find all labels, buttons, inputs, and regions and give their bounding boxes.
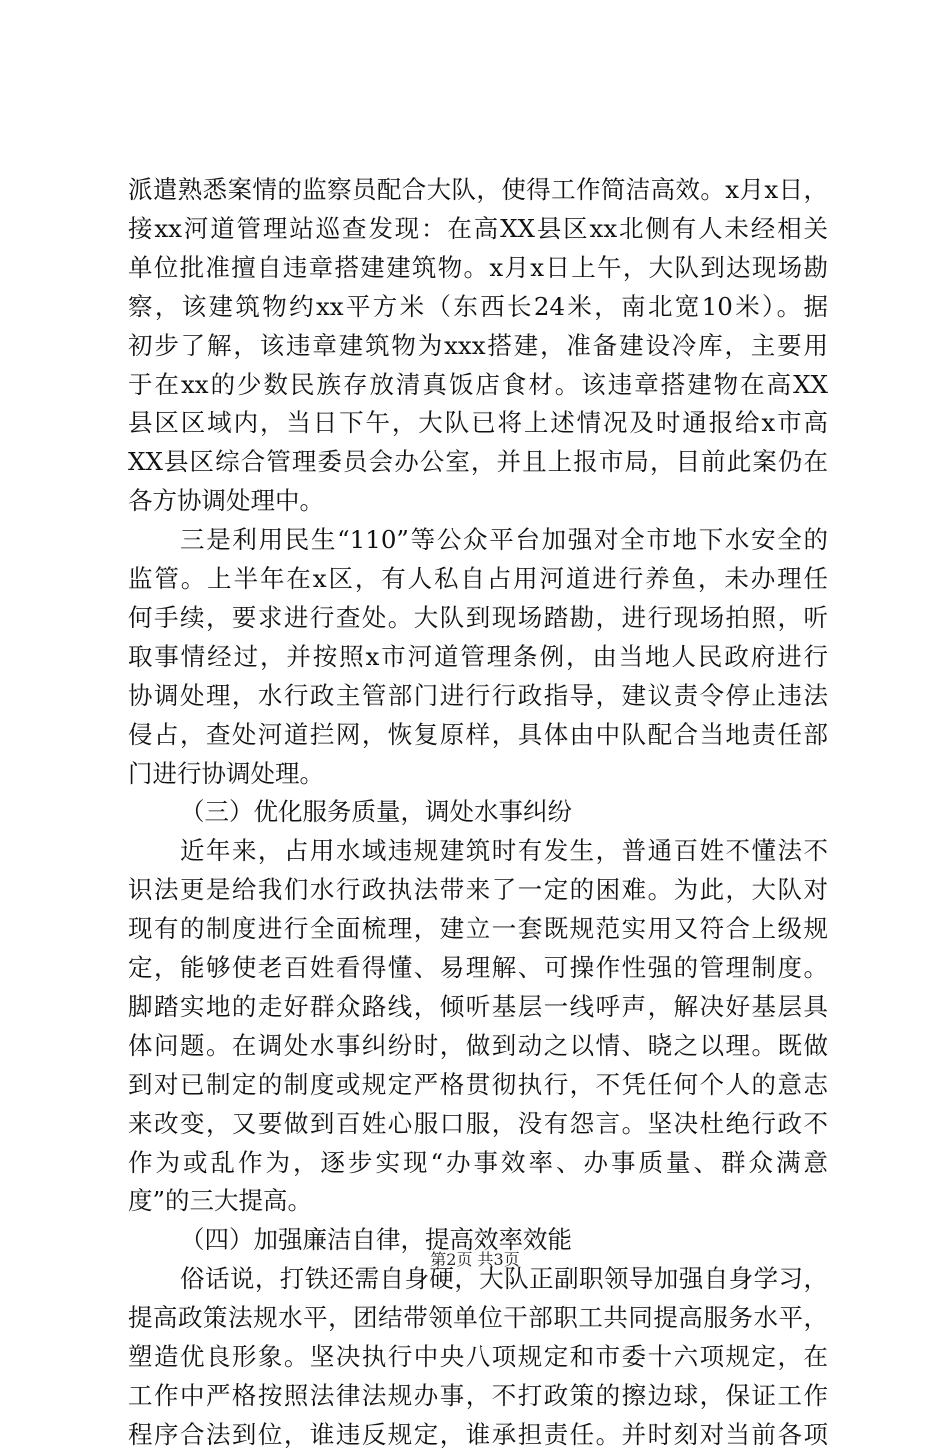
text-line: 到对已制定的制度或规定严格贯彻执行，不凭任何个人的意志 bbox=[128, 1069, 828, 1099]
text-line: 何手续，要求进行查处。大队到现场踏勘，进行现场拍照，听 bbox=[128, 602, 828, 632]
text-line: 察，该建筑物约xx平方米（东西长24米，南北宽10米）。据 bbox=[128, 291, 828, 321]
page-footer: 第2页 共3页 bbox=[430, 1250, 520, 1269]
text-line: 监管。上半年在x区，有人私自占用河道进行养鱼，未办理任 bbox=[128, 564, 828, 593]
text-line: 工作中严格按照法律法规办事，不打政策的擦边球，保证工作 bbox=[128, 1380, 828, 1410]
text-line: 识法更是给我们水行政执法带来了一定的困难。为此，大队对 bbox=[128, 875, 828, 905]
text-line: 塑造优良形象。坚决执行中央八项规定和市委十六项规定，在 bbox=[128, 1342, 828, 1371]
text-line: （三）优化服务质量，调处水事纠纷 bbox=[180, 797, 572, 827]
text-line: 度”的三大提高。 bbox=[128, 1186, 313, 1216]
text-line: 三是利用民生“110”等公众平台加强对全市地下水安全的 bbox=[180, 525, 828, 555]
text-line: 单位批准擅自违章搭建建筑物。x月x日上午，大队到达现场勘 bbox=[128, 252, 828, 282]
text-line: 取事情经过，并按照x市河道管理条例，由当地人民政府进行 bbox=[128, 641, 828, 671]
text-line: （四）加强廉洁自律，提高效率效能 bbox=[180, 1225, 572, 1255]
text-line: 提高政策法规水平，团结带领单位干部职工共同提高服务水平， bbox=[128, 1303, 828, 1333]
text-line: 县区区域内，当日下午，大队已将上述情况及时通报给x市高 bbox=[128, 408, 828, 438]
text-line: 侵占，查处河道拦网，恢复原样，具体由中队配合当地责任部 bbox=[128, 719, 828, 749]
text-line: 来改变，又要做到百姓心服口服，没有怨言。坚决杜绝行政不 bbox=[128, 1108, 828, 1138]
text-line: 派遣熟悉案情的监察员配合大队，使得工作简洁高效。x月x日， bbox=[128, 175, 828, 204]
text-line: 初步了解，该违章建筑物为xxx搭建，准备建设冷库，主要用 bbox=[128, 330, 828, 360]
text-line: 近年来，占用水域违规建筑时有发生，普通百姓不懂法不 bbox=[180, 836, 828, 866]
text-line: 体问题。在调处水事纠纷时，做到动之以情、晓之以理。既做 bbox=[128, 1030, 828, 1060]
text-line: 脚踏实地的走好群众路线，倾听基层一线呼声，解决好基层具 bbox=[128, 991, 828, 1021]
text-line: 接xx河道管理站巡查发现：在高XX县区xx北侧有人未经相关 bbox=[128, 213, 828, 243]
text-line: 协调处理，水行政主管部门进行行政指导，建议责令停止违法 bbox=[128, 680, 828, 710]
text-line: 定，能够使老百姓看得懂、易理解、可操作性强的管理制度。 bbox=[128, 953, 828, 982]
text-line: 于在xx的少数民族存放清真饭店食材。该违章搭建物在高XX bbox=[128, 369, 828, 399]
text-line: 各方协调处理中。 bbox=[128, 486, 324, 516]
text-line: 门进行协调处理。 bbox=[128, 758, 324, 788]
text-line: 俗话说，打铁还需自身硬，大队正副职领导加强自身学习， bbox=[180, 1264, 828, 1294]
text-line: 作为或乱作为，逐步实现“办事效率、办事质量、群众满意 bbox=[128, 1147, 828, 1177]
text-line: 现有的制度进行全面梳理，建立一套既规范实用又符合上级规 bbox=[128, 914, 828, 944]
text-line: 程序合法到位，谁违反规定，谁承担责任。并时刻对当前各项 bbox=[128, 1419, 828, 1449]
text-line: XX县区综合管理委员会办公室，并且上报市局，目前此案仍在 bbox=[128, 447, 828, 477]
